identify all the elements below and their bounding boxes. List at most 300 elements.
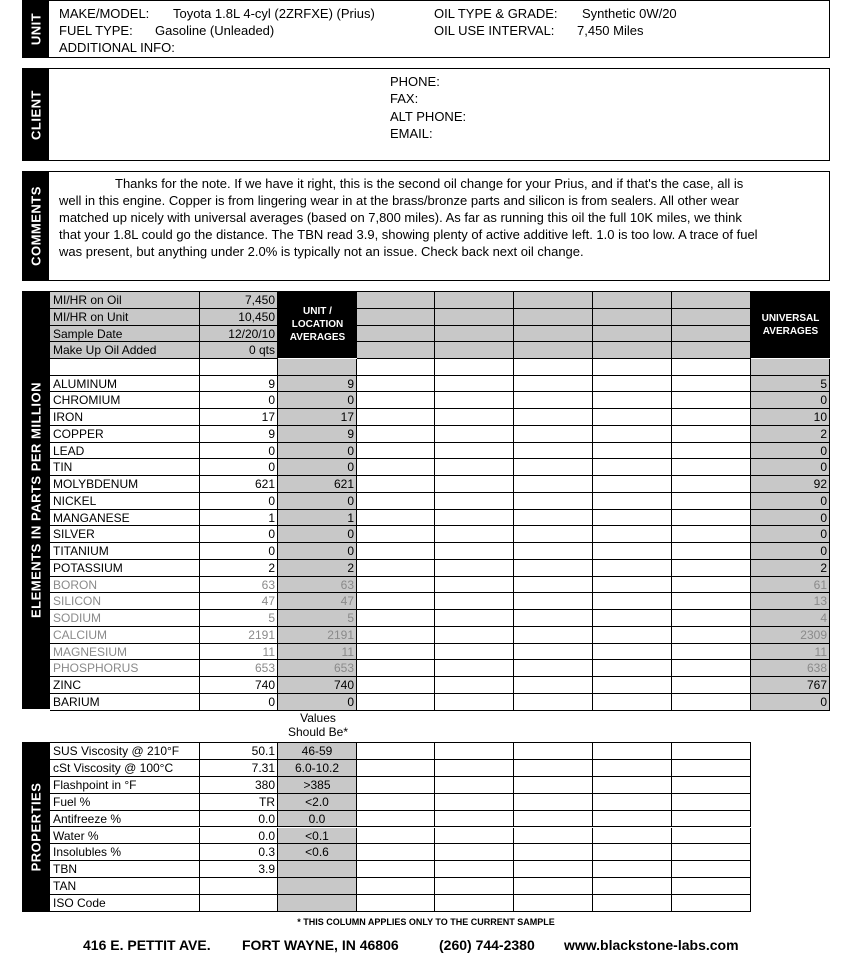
- property-should-be: [278, 861, 357, 878]
- empty-header-cell: [357, 342, 435, 359]
- element-unit-average: 740: [278, 677, 357, 694]
- element-unit-average: 47: [278, 593, 357, 610]
- empty-history-cell: [593, 593, 672, 610]
- property-should-be: [278, 878, 357, 895]
- empty-history-cell: [357, 493, 435, 510]
- empty-property-cell: [672, 878, 751, 895]
- empty-property-cell: [435, 878, 514, 895]
- empty-property-cell: [514, 844, 593, 861]
- empty-property-cell: [593, 777, 672, 794]
- empty-history-cell: [672, 426, 751, 443]
- element-universal-average: 2309: [751, 627, 830, 644]
- empty-history-cell: [357, 543, 435, 560]
- element-unit-average: 17: [278, 409, 357, 426]
- empty-history-cell: [593, 560, 672, 577]
- empty-history-cell: [593, 644, 672, 661]
- empty-history-cell: [593, 677, 672, 694]
- empty-property-cell: [357, 777, 435, 794]
- element-name: SILVER: [50, 526, 200, 543]
- spacer-cell: [278, 359, 357, 376]
- empty-history-cell: [593, 409, 672, 426]
- element-universal-average: 0: [751, 459, 830, 476]
- empty-history-cell: [593, 459, 672, 476]
- empty-history-cell: [435, 409, 514, 426]
- empty-property-cell: [514, 878, 593, 895]
- empty-property-cell: [514, 828, 593, 845]
- element-unit-average: 2: [278, 560, 357, 577]
- empty-history-cell: [593, 426, 672, 443]
- empty-header-cell: [357, 292, 435, 309]
- footnote: * THIS COLUMN APPLIES ONLY TO THE CURRENT SAMPLE: [297, 917, 555, 927]
- oil-type-label: OIL TYPE & GRADE:: [434, 6, 558, 21]
- element-unit-average: 653: [278, 660, 357, 677]
- property-should-be: >385: [278, 777, 357, 794]
- empty-property-cell: [593, 794, 672, 811]
- property-value: 380: [200, 777, 278, 794]
- empty-history-cell: [357, 409, 435, 426]
- empty-history-cell: [593, 392, 672, 409]
- empty-header-cell: [514, 292, 593, 309]
- empty-property-cell: [435, 895, 514, 912]
- property-name: SUS Viscosity @ 210°F: [50, 743, 200, 760]
- empty-header-cell: [672, 292, 751, 309]
- element-unit-average: 621: [278, 476, 357, 493]
- property-should-be: <0.6: [278, 844, 357, 861]
- empty-property-cell: [672, 828, 751, 845]
- property-value: 0.0: [200, 828, 278, 845]
- sample-info-value: 7,450: [200, 292, 278, 309]
- element-sample-value: 17: [200, 409, 278, 426]
- empty-header-cell: [514, 309, 593, 326]
- element-universal-average: 13: [751, 593, 830, 610]
- property-should-be: 0.0: [278, 811, 357, 828]
- empty-history-cell: [593, 376, 672, 393]
- fuel-type-label: FUEL TYPE:: [59, 23, 133, 38]
- empty-property-cell: [357, 861, 435, 878]
- empty-property-cell: [672, 760, 751, 777]
- element-name: CHROMIUM: [50, 392, 200, 409]
- empty-history-cell: [435, 392, 514, 409]
- empty-property-cell: [435, 811, 514, 828]
- empty-property-cell: [672, 811, 751, 828]
- empty-history-cell: [357, 459, 435, 476]
- empty-history-cell: [672, 660, 751, 677]
- spacer-cell: [200, 359, 278, 376]
- empty-header-cell: [435, 326, 514, 343]
- element-unit-average: 0: [278, 526, 357, 543]
- empty-property-cell: [514, 777, 593, 794]
- property-name: Fuel %: [50, 794, 200, 811]
- element-name: MANGANESE: [50, 510, 200, 527]
- empty-history-cell: [357, 443, 435, 460]
- spacer-cell: [514, 359, 593, 376]
- empty-history-cell: [593, 493, 672, 510]
- empty-property-cell: [514, 895, 593, 912]
- empty-header-cell: [593, 342, 672, 359]
- empty-history-cell: [435, 443, 514, 460]
- spacer-cell: [357, 359, 435, 376]
- empty-property-cell: [672, 861, 751, 878]
- empty-header-cell: [435, 342, 514, 359]
- empty-history-cell: [357, 644, 435, 661]
- universal-averages-header: UNIVERSAL AVERAGES: [751, 291, 830, 358]
- sample-info-label: MI/HR on Oil: [50, 292, 200, 309]
- empty-property-cell: [357, 828, 435, 845]
- empty-history-cell: [357, 476, 435, 493]
- element-name: TIN: [50, 459, 200, 476]
- element-sample-value: 0: [200, 443, 278, 460]
- element-universal-average: 638: [751, 660, 830, 677]
- empty-history-cell: [672, 543, 751, 560]
- fax-label: FAX:: [390, 91, 419, 106]
- sample-info-value: 12/20/10: [200, 326, 278, 343]
- element-name: LEAD: [50, 443, 200, 460]
- empty-property-cell: [593, 878, 672, 895]
- empty-history-cell: [514, 493, 593, 510]
- empty-history-cell: [357, 392, 435, 409]
- empty-history-cell: [514, 543, 593, 560]
- property-name: cSt Viscosity @ 100°C: [50, 760, 200, 777]
- empty-property-cell: [435, 743, 514, 760]
- empty-history-cell: [514, 392, 593, 409]
- sample-info-label: MI/HR on Unit: [50, 309, 200, 326]
- empty-property-cell: [593, 811, 672, 828]
- property-value: [200, 895, 278, 912]
- footer-city: FORT WAYNE, IN 46806: [242, 937, 399, 953]
- empty-history-cell: [514, 526, 593, 543]
- element-universal-average: 0: [751, 392, 830, 409]
- comments-text: Thanks for the note. If we have it right, this is the second oil change for your Prius, and if that's the case, all is well in this engine. Copper is from lingering wear in at the brass/bronze parts and silicon is from sealers. All other wear matched up nicely with universal averages (based on 7,800 miles). As far as running this oil the full 10K miles, we think that your 1.8L could go the distance. The TBN read 3.9, showing plenty of active additive left. 1.0 is too low. A trace of fuel was present, but anything under 2.0% is typically not an issue. Check back next oil change.: [59, 176, 758, 259]
- element-sample-value: 0: [200, 526, 278, 543]
- empty-history-cell: [672, 376, 751, 393]
- empty-history-cell: [514, 577, 593, 594]
- element-name: IRON: [50, 409, 200, 426]
- empty-history-cell: [357, 510, 435, 527]
- element-name: SODIUM: [50, 610, 200, 627]
- empty-history-cell: [672, 526, 751, 543]
- element-unit-average: 0: [278, 543, 357, 560]
- email-label: EMAIL:: [390, 126, 433, 141]
- empty-history-cell: [672, 644, 751, 661]
- empty-history-cell: [357, 660, 435, 677]
- additional-info-label: ADDITIONAL INFO:: [59, 40, 175, 55]
- element-universal-average: 0: [751, 493, 830, 510]
- empty-history-cell: [514, 376, 593, 393]
- empty-history-cell: [593, 510, 672, 527]
- empty-property-cell: [593, 828, 672, 845]
- element-name: MAGNESIUM: [50, 644, 200, 661]
- property-value: 50.1: [200, 743, 278, 760]
- element-universal-average: 0: [751, 526, 830, 543]
- property-value: 7.31: [200, 760, 278, 777]
- element-unit-average: 11: [278, 644, 357, 661]
- empty-history-cell: [672, 593, 751, 610]
- element-unit-average: 0: [278, 459, 357, 476]
- empty-history-cell: [672, 476, 751, 493]
- element-universal-average: 0: [751, 694, 830, 711]
- empty-history-cell: [593, 660, 672, 677]
- empty-history-cell: [357, 694, 435, 711]
- empty-header-cell: [593, 326, 672, 343]
- empty-history-cell: [672, 560, 751, 577]
- element-universal-average: 5: [751, 376, 830, 393]
- element-universal-average: 11: [751, 644, 830, 661]
- element-universal-average: 0: [751, 510, 830, 527]
- footer-phone: (260) 744-2380: [439, 937, 535, 953]
- empty-history-cell: [435, 694, 514, 711]
- property-name: ISO Code: [50, 895, 200, 912]
- sample-info-label: Sample Date: [50, 326, 200, 343]
- element-unit-average: 9: [278, 376, 357, 393]
- empty-history-cell: [435, 376, 514, 393]
- empty-history-cell: [514, 694, 593, 711]
- empty-property-cell: [514, 794, 593, 811]
- empty-property-cell: [435, 794, 514, 811]
- empty-property-cell: [435, 828, 514, 845]
- element-unit-average: 1: [278, 510, 357, 527]
- element-sample-value: 63: [200, 577, 278, 594]
- footer-address: 416 E. PETTIT AVE.: [83, 937, 211, 953]
- empty-history-cell: [672, 443, 751, 460]
- empty-history-cell: [593, 543, 672, 560]
- element-sample-value: 653: [200, 660, 278, 677]
- empty-history-cell: [514, 610, 593, 627]
- element-universal-average: 2: [751, 560, 830, 577]
- element-name: ALUMINUM: [50, 376, 200, 393]
- spacer-cell: [672, 359, 751, 376]
- property-name: Water %: [50, 828, 200, 845]
- empty-history-cell: [672, 459, 751, 476]
- element-name: BORON: [50, 577, 200, 594]
- empty-history-cell: [514, 510, 593, 527]
- empty-history-cell: [357, 526, 435, 543]
- element-name: SILICON: [50, 593, 200, 610]
- oil-interval-label: OIL USE INTERVAL:: [434, 23, 555, 38]
- alt-phone-label: ALT PHONE:: [390, 109, 467, 124]
- element-sample-value: 0: [200, 493, 278, 510]
- empty-history-cell: [593, 694, 672, 711]
- empty-property-cell: [435, 861, 514, 878]
- empty-history-cell: [672, 577, 751, 594]
- element-name: PHOSPHORUS: [50, 660, 200, 677]
- empty-header-cell: [357, 326, 435, 343]
- empty-history-cell: [435, 610, 514, 627]
- empty-history-cell: [672, 493, 751, 510]
- empty-history-cell: [672, 409, 751, 426]
- empty-history-cell: [672, 677, 751, 694]
- empty-property-cell: [593, 743, 672, 760]
- elements-section-label: ELEMENTS IN PARTS PER MILLION: [22, 291, 49, 709]
- empty-history-cell: [357, 560, 435, 577]
- element-sample-value: 740: [200, 677, 278, 694]
- element-unit-average: 63: [278, 577, 357, 594]
- comments-section-label: COMMENTS: [22, 171, 49, 281]
- empty-property-cell: [435, 844, 514, 861]
- element-unit-average: 0: [278, 443, 357, 460]
- property-should-be: <0.1: [278, 828, 357, 845]
- empty-history-cell: [593, 577, 672, 594]
- empty-history-cell: [435, 560, 514, 577]
- empty-property-cell: [435, 760, 514, 777]
- spacer-cell: [593, 359, 672, 376]
- property-name: Insolubles %: [50, 844, 200, 861]
- unit-section-label: UNIT: [22, 0, 49, 58]
- values-should-be-header: Values Should Be*: [287, 711, 349, 739]
- element-universal-average: 4: [751, 610, 830, 627]
- property-name: TBN: [50, 861, 200, 878]
- empty-history-cell: [435, 510, 514, 527]
- properties-section-label: PROPERTIES: [22, 742, 49, 912]
- make-model-label: MAKE/MODEL:: [59, 6, 150, 21]
- empty-history-cell: [672, 610, 751, 627]
- empty-history-cell: [435, 644, 514, 661]
- empty-property-cell: [593, 844, 672, 861]
- element-universal-average: 10: [751, 409, 830, 426]
- oil-type-value: Synthetic 0W/20: [582, 6, 677, 21]
- element-name: CALCIUM: [50, 627, 200, 644]
- element-sample-value: 2191: [200, 627, 278, 644]
- empty-property-cell: [593, 861, 672, 878]
- oil-interval-value: 7,450 Miles: [577, 23, 644, 38]
- empty-history-cell: [435, 627, 514, 644]
- element-sample-value: 1: [200, 510, 278, 527]
- empty-property-cell: [593, 895, 672, 912]
- element-universal-average: 92: [751, 476, 830, 493]
- client-section-label: CLIENT: [22, 68, 49, 161]
- empty-history-cell: [357, 426, 435, 443]
- empty-history-cell: [435, 660, 514, 677]
- empty-history-cell: [514, 660, 593, 677]
- empty-property-cell: [514, 811, 593, 828]
- empty-history-cell: [357, 376, 435, 393]
- empty-history-cell: [435, 426, 514, 443]
- element-unit-average: 2191: [278, 627, 357, 644]
- element-name: MOLYBDENUM: [50, 476, 200, 493]
- element-sample-value: 5: [200, 610, 278, 627]
- element-universal-average: 0: [751, 543, 830, 560]
- empty-history-cell: [514, 443, 593, 460]
- sample-info-value: 0 qts: [200, 342, 278, 359]
- empty-history-cell: [514, 560, 593, 577]
- make-model-value: Toyota 1.8L 4-cyl (2ZRFXE) (Prius): [173, 6, 375, 21]
- footer-website: www.blackstone-labs.com: [564, 937, 739, 953]
- phone-label: PHONE:: [390, 74, 440, 89]
- element-universal-average: 767: [751, 677, 830, 694]
- empty-history-cell: [357, 677, 435, 694]
- element-name: POTASSIUM: [50, 560, 200, 577]
- empty-header-cell: [435, 292, 514, 309]
- empty-property-cell: [672, 777, 751, 794]
- empty-history-cell: [435, 577, 514, 594]
- property-value: TR: [200, 794, 278, 811]
- empty-history-cell: [357, 610, 435, 627]
- empty-history-cell: [593, 476, 672, 493]
- empty-header-cell: [672, 342, 751, 359]
- empty-history-cell: [514, 426, 593, 443]
- empty-header-cell: [672, 309, 751, 326]
- property-value: 3.9: [200, 861, 278, 878]
- element-name: NICKEL: [50, 493, 200, 510]
- element-universal-average: 2: [751, 426, 830, 443]
- element-name: COPPER: [50, 426, 200, 443]
- element-sample-value: 0: [200, 459, 278, 476]
- empty-history-cell: [435, 493, 514, 510]
- empty-property-cell: [357, 743, 435, 760]
- empty-property-cell: [514, 760, 593, 777]
- property-should-be: [278, 895, 357, 912]
- empty-property-cell: [435, 777, 514, 794]
- empty-history-cell: [672, 510, 751, 527]
- empty-property-cell: [357, 811, 435, 828]
- empty-property-cell: [357, 844, 435, 861]
- element-sample-value: 0: [200, 543, 278, 560]
- property-value: [200, 878, 278, 895]
- element-unit-average: 5: [278, 610, 357, 627]
- empty-history-cell: [357, 577, 435, 594]
- empty-property-cell: [514, 861, 593, 878]
- empty-header-cell: [514, 326, 593, 343]
- property-should-be: <2.0: [278, 794, 357, 811]
- empty-history-cell: [593, 627, 672, 644]
- empty-header-cell: [357, 309, 435, 326]
- element-sample-value: 9: [200, 426, 278, 443]
- empty-history-cell: [514, 593, 593, 610]
- empty-property-cell: [357, 794, 435, 811]
- empty-history-cell: [357, 627, 435, 644]
- empty-history-cell: [435, 593, 514, 610]
- empty-property-cell: [357, 878, 435, 895]
- sample-info-label: Make Up Oil Added: [50, 342, 200, 359]
- empty-history-cell: [514, 459, 593, 476]
- spacer-cell: [435, 359, 514, 376]
- empty-history-cell: [593, 443, 672, 460]
- empty-history-cell: [672, 694, 751, 711]
- empty-property-cell: [514, 743, 593, 760]
- element-universal-average: 61: [751, 577, 830, 594]
- empty-history-cell: [672, 627, 751, 644]
- property-value: 0.3: [200, 844, 278, 861]
- empty-history-cell: [514, 644, 593, 661]
- empty-property-cell: [593, 760, 672, 777]
- empty-header-cell: [514, 342, 593, 359]
- element-sample-value: 0: [200, 392, 278, 409]
- empty-property-cell: [672, 743, 751, 760]
- property-name: Antifreeze %: [50, 811, 200, 828]
- empty-property-cell: [672, 895, 751, 912]
- empty-property-cell: [672, 844, 751, 861]
- empty-header-cell: [593, 309, 672, 326]
- element-unit-average: 0: [278, 392, 357, 409]
- empty-history-cell: [357, 593, 435, 610]
- property-name: Flashpoint in °F: [50, 777, 200, 794]
- empty-header-cell: [672, 326, 751, 343]
- empty-history-cell: [593, 526, 672, 543]
- property-value: 0.0: [200, 811, 278, 828]
- element-sample-value: 11: [200, 644, 278, 661]
- empty-history-cell: [435, 677, 514, 694]
- spacer-cell: [751, 359, 830, 376]
- empty-property-cell: [357, 895, 435, 912]
- empty-header-cell: [435, 309, 514, 326]
- property-should-be: 6.0-10.2: [278, 760, 357, 777]
- element-unit-average: 0: [278, 493, 357, 510]
- empty-history-cell: [435, 543, 514, 560]
- property-name: TAN: [50, 878, 200, 895]
- element-name: BARIUM: [50, 694, 200, 711]
- sample-info-value: 10,450: [200, 309, 278, 326]
- element-unit-average: 0: [278, 694, 357, 711]
- element-name: ZINC: [50, 677, 200, 694]
